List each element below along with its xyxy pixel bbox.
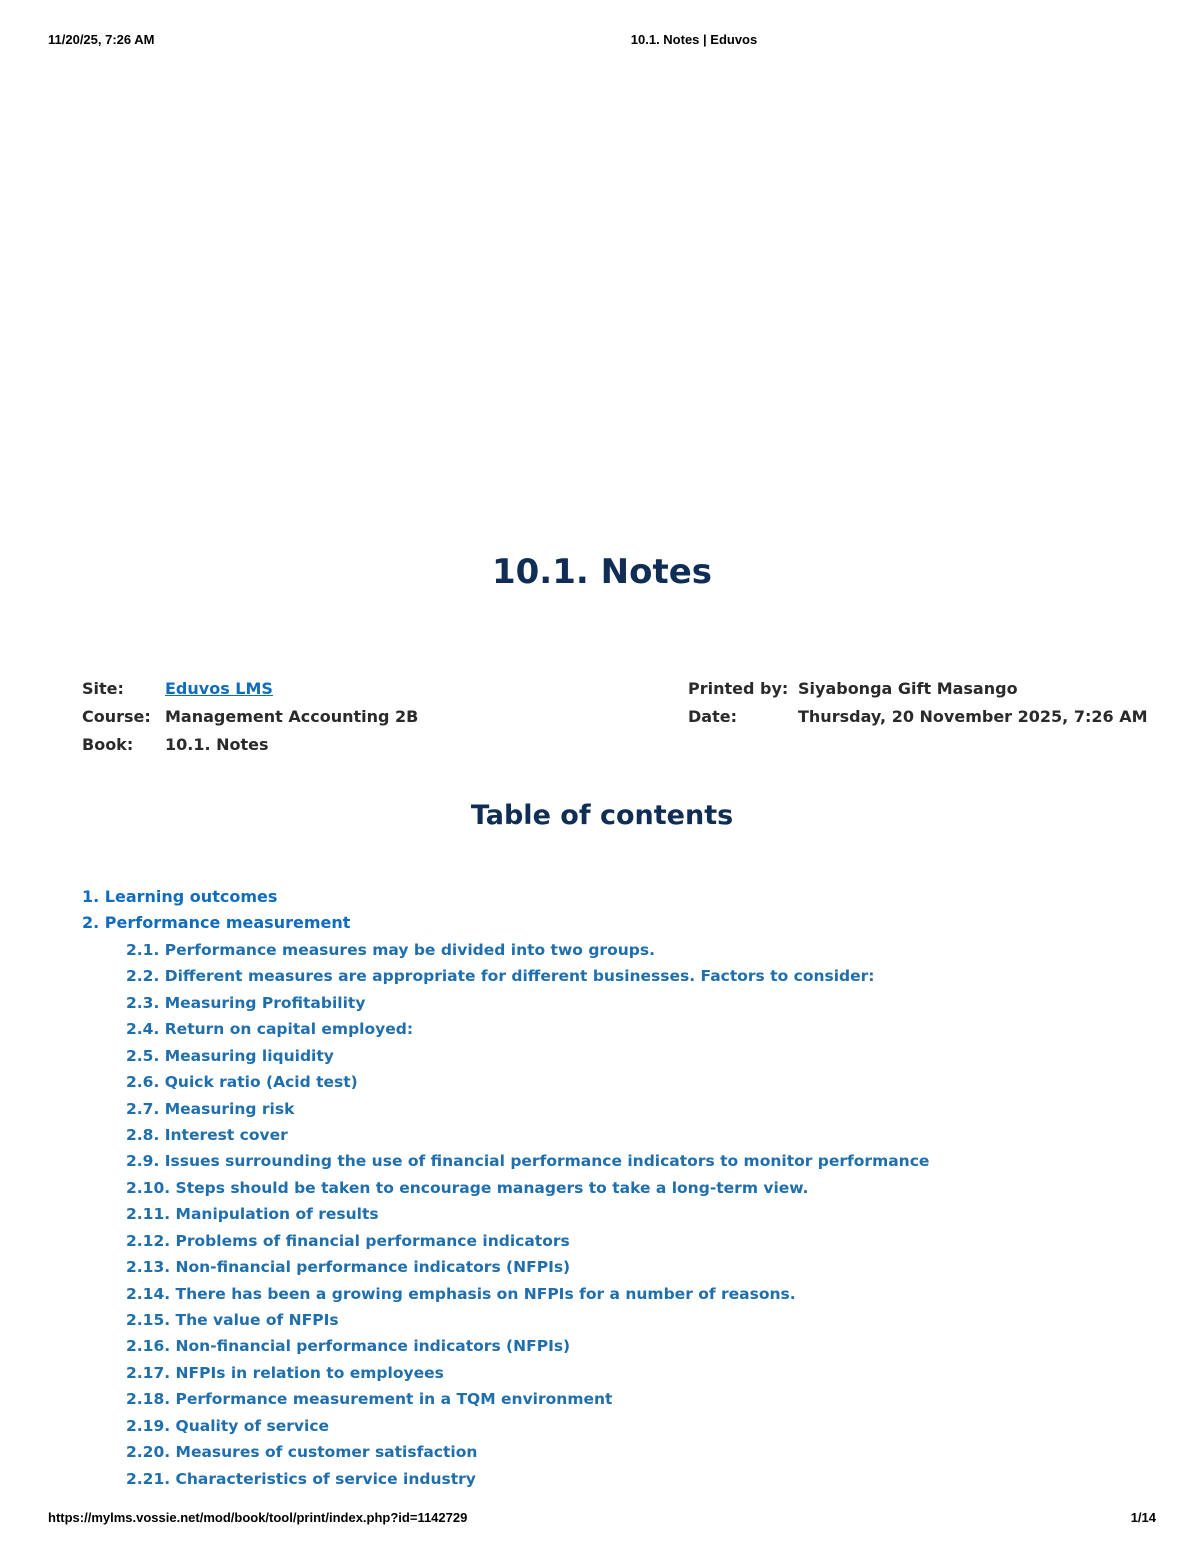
toc-title: Table of contents: [470, 800, 734, 831]
date-value: Thursday, 20 November 2025, 7:26 AM: [798, 707, 1148, 726]
toc-subitem: [82, 963, 1162, 989]
toc-sublink[interactable]: 2.10. Steps should be taken to encourage managers to take a long-term view.: [126, 1178, 809, 1197]
toc-subitem: [82, 990, 1162, 1016]
date-label: Date:: [688, 707, 737, 726]
print-page-title: 10.1. Notes | Eduvos: [630, 32, 758, 47]
toc-subitem: [82, 1175, 1162, 1201]
toc-sublink[interactable]: 2.18. Performance measurement in a TQM environment: [126, 1390, 613, 1409]
toc-sublink[interactable]: 2.4. Return on capital employed:: [126, 1020, 414, 1039]
printed-by-value: Siyabonga Gift Masango: [798, 679, 1018, 698]
book-label: Book:: [82, 735, 134, 754]
toc-subitem: [82, 1439, 1162, 1465]
toc-subitem: [82, 1148, 1162, 1174]
print-page-number: 1/14: [1130, 1510, 1156, 1525]
toc-sublink[interactable]: 2.15. The value of NFPIs: [126, 1311, 339, 1329]
toc-subitem: [82, 1466, 1162, 1492]
toc-subitem: [82, 1360, 1162, 1386]
toc-sublink[interactable]: 2.8. Interest cover: [126, 1125, 288, 1144]
toc-subitem: [82, 1201, 1162, 1227]
toc-sublink[interactable]: 2.21. Characteristics of service industry: [126, 1469, 476, 1488]
toc-sublink[interactable]: 2.13. Non-financial performance indicators (NFPIs): [126, 1258, 571, 1277]
print-url: https://mylms.vossie.net/mod/book/tool/print/index.php?id=1142729: [48, 1510, 468, 1525]
toc-link-performance-measurement[interactable]: 2. Performance measurement: [82, 913, 351, 933]
toc-sublink[interactable]: 2.9. Issues surrounding the use of financial performance indicators to monitor performance: [126, 1152, 930, 1171]
site-label: Site:: [82, 679, 124, 698]
toc-item: [82, 884, 1162, 910]
toc-subitem: [82, 1096, 1162, 1122]
toc-sublink[interactable]: 2.3. Measuring Profitability: [126, 993, 366, 1012]
toc-subitem: [82, 1333, 1162, 1359]
toc-item: [82, 910, 1162, 936]
course-label: Course:: [82, 707, 151, 726]
toc-subitem: [82, 1413, 1162, 1439]
toc-sublink[interactable]: 2.1. Performance measures may be divided into two groups.: [126, 940, 655, 959]
toc-subitem: [82, 1254, 1162, 1280]
toc-subitem: [82, 1043, 1162, 1069]
toc-subitem: [82, 1281, 1162, 1307]
site-link[interactable]: Eduvos LMS: [165, 679, 273, 698]
course-value: Management Accounting 2B: [165, 707, 419, 726]
printed-by-label: Printed by:: [688, 679, 789, 698]
toc-subitem: [82, 937, 1162, 963]
toc-sublink[interactable]: 2.16. Non-financial performance indicators (NFPIs): [126, 1337, 571, 1356]
table-of-contents: [82, 884, 1162, 1492]
toc-sublink[interactable]: 2.12. Problems of financial performance indicators: [126, 1231, 570, 1250]
print-datetime: 11/20/25, 7:26 AM: [48, 32, 155, 47]
toc-subitem: [82, 1069, 1162, 1095]
toc-sublink[interactable]: 2.2. Different measures are appropriate for different businesses. Factors to consider:: [126, 967, 875, 986]
toc-link-learning-outcomes[interactable]: 1. Learning outcomes: [82, 887, 278, 906]
toc-sublink[interactable]: 2.20. Measures of customer satisfaction: [126, 1443, 478, 1462]
toc-sublink[interactable]: 2.5. Measuring liquidity: [126, 1046, 334, 1065]
toc-sublink[interactable]: 2.14. There has been a growing emphasis on NFPIs for a number of reasons.: [126, 1284, 796, 1303]
toc-sublink[interactable]: 2.6. Quick ratio (Acid test): [126, 1073, 358, 1092]
book-value: 10.1. Notes: [165, 735, 269, 754]
toc-sublink[interactable]: 2.7. Measuring risk: [126, 1099, 295, 1118]
toc-subitem: [82, 1122, 1162, 1148]
toc-subitem: [82, 1228, 1162, 1254]
book-title: 10.1. Notes: [491, 552, 712, 592]
toc-sublink[interactable]: 2.11. Manipulation of results: [126, 1205, 379, 1224]
toc-sublink[interactable]: 2.17. NFPIs in relation to employees: [126, 1363, 444, 1382]
toc-sublink[interactable]: 2.19. Quality of service: [126, 1416, 330, 1435]
toc-subitem: [82, 1307, 1162, 1333]
toc-subitem: [82, 1386, 1162, 1412]
toc-subitem: [82, 1016, 1162, 1042]
